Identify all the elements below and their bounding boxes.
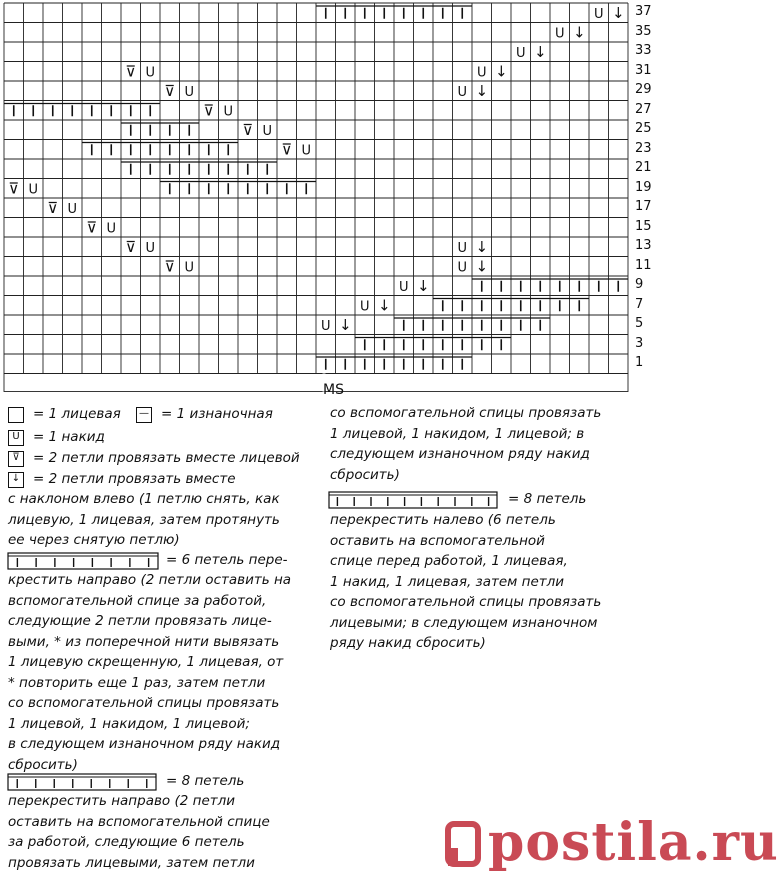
row-number: 19 xyxy=(635,179,652,195)
k2tog-icon: ⊽ xyxy=(281,140,293,159)
cable-8-left-icon xyxy=(328,491,498,509)
ms-label: MS xyxy=(323,382,344,398)
yarn-over-icon: U xyxy=(145,65,156,81)
ssk-arrow-icon: ↓ xyxy=(338,315,352,334)
row-number: 1 xyxy=(635,355,644,370)
legend-cross6-title: = 6 петель пере- xyxy=(166,552,288,568)
row-number: 25 xyxy=(635,121,652,136)
yarn-over-icon: U xyxy=(106,221,117,237)
k2tog-icon: ⊽ xyxy=(242,120,254,139)
row-number: 15 xyxy=(635,218,652,234)
yarn-over-icon: U xyxy=(457,84,468,100)
k2tog-icon: ⊽ xyxy=(125,62,137,81)
ssk-arrow-icon: ↓ xyxy=(416,276,430,295)
cable-6-right-icon xyxy=(7,552,159,570)
ssk-arrow-icon: ↓ xyxy=(11,473,21,484)
legend-k2tog-box xyxy=(8,451,24,467)
ssk-arrow-icon: ↓ xyxy=(377,296,391,315)
postila-logo-icon xyxy=(444,822,484,868)
legend-ssk-desc: с наклоном влево (1 петлю снять, как лицевую, 1 лицевая, затем протянуть ее через снятую петлю) xyxy=(8,491,280,548)
row-number: 5 xyxy=(635,316,644,331)
legend-purl-box xyxy=(136,407,152,423)
legend-cross8r-desc: перекрестить направо (2 петли оставить на вспомогательной спице за работой, следующие 6 петель провязать лицевыми, затем петли xyxy=(8,793,270,871)
row-number: 27 xyxy=(635,101,652,117)
icon-frame xyxy=(8,774,156,790)
legend-yo-text: = 1 накид xyxy=(33,429,105,445)
legend-knit-box xyxy=(8,407,24,423)
row-number: 3 xyxy=(635,335,644,351)
yarn-over-icon: U xyxy=(184,84,195,100)
row-number: 13 xyxy=(635,238,652,253)
icon-frame xyxy=(8,553,158,569)
yarn-over-icon: U xyxy=(12,431,20,442)
row-number: 7 xyxy=(635,296,644,312)
yarn-over-icon: U xyxy=(320,318,331,334)
row-number: 21 xyxy=(635,160,652,175)
k2tog-icon: ⊽ xyxy=(203,101,215,120)
yarn-over-icon: U xyxy=(28,182,39,198)
k2tog-icon: ⊽ xyxy=(8,179,20,198)
k2tog-icon: ⊽ xyxy=(12,452,20,463)
ssk-arrow-icon: ↓ xyxy=(475,81,489,100)
k2tog-icon: ⊽ xyxy=(86,218,98,237)
knitting-chart xyxy=(0,0,660,400)
legend-purl-text: = 1 изнаночная xyxy=(161,406,273,422)
row-number: 29 xyxy=(635,82,652,97)
purl-icon: — xyxy=(139,408,149,419)
legend-cross8r-title: = 8 петель xyxy=(166,773,245,789)
yarn-over-icon: U xyxy=(184,260,195,276)
legend-cross8l-desc: перекрестить налево (6 петель оставить на вспомогательной спице перед работой, 1 лицевая, 1 накид, 1 лицевая, затем петли со вспомогательной спицы провязать лицевыми; в следующем изнаночном ряду накид сбросить) xyxy=(330,512,602,651)
row-number: 23 xyxy=(635,140,652,156)
legend-ssk-title: = 2 петли провязать вместе xyxy=(33,471,236,487)
k2tog-icon: ⊽ xyxy=(47,198,59,217)
ssk-arrow-icon: ↓ xyxy=(533,42,547,61)
yarn-over-icon: U xyxy=(262,123,273,139)
row-number: 33 xyxy=(635,43,652,58)
yarn-over-icon: U xyxy=(457,260,468,276)
ssk-arrow-icon: ↓ xyxy=(494,62,508,81)
yarn-over-icon: U xyxy=(359,299,370,315)
yarn-over-icon: U xyxy=(145,240,156,256)
yarn-over-icon: U xyxy=(515,45,526,61)
ssk-arrow-icon: ↓ xyxy=(475,237,489,256)
yarn-over-icon: U xyxy=(301,143,312,159)
legend-ssk-box xyxy=(8,472,24,488)
legend-yo-box xyxy=(8,430,24,446)
yarn-over-icon: U xyxy=(476,65,487,81)
k2tog-icon: ⊽ xyxy=(125,237,137,256)
yarn-over-icon: U xyxy=(593,6,604,22)
legend-cross6-desc: крестить направо (2 петли оставить на вспомогательной спице за работой, следующие 2 петли провязать лице- выми, * из поперечной нити вывязать 1 лицевую скрещенную, 1 лицевая, от * повторить еще 1 раз, затем петли со вспомогательной спицы провязать 1 лицевой, 1 накидом, 1 лицевой; в следующем изнаночном ряду накид сбросить) xyxy=(8,572,292,773)
row-number: 9 xyxy=(635,277,644,292)
row-number: 31 xyxy=(635,62,652,78)
cable-8-right-icon xyxy=(7,773,157,791)
ms-baseline xyxy=(4,374,628,392)
row-number: 37 xyxy=(635,4,652,19)
k2tog-icon: ⊽ xyxy=(164,81,176,100)
row-number: 11 xyxy=(635,257,652,273)
legend-cross8l-title: = 8 петель xyxy=(508,491,587,507)
ssk-arrow-icon: ↓ xyxy=(611,3,625,22)
yarn-over-icon: U xyxy=(457,240,468,256)
postila-watermark xyxy=(444,808,779,878)
ssk-arrow-icon: ↓ xyxy=(475,257,489,276)
ssk-arrow-icon: ↓ xyxy=(572,23,586,42)
yarn-over-icon: U xyxy=(554,26,565,42)
legend-cross8r-cont: со вспомогательной спицы провязать 1 лицевой, 1 накидом, 1 лицевой; в следующем изнаночном ряду накид сбросить) xyxy=(330,405,602,483)
k2tog-icon: ⊽ xyxy=(164,257,176,276)
watermark-text: postila.ru xyxy=(488,812,779,873)
row-number: 17 xyxy=(635,199,652,214)
yarn-over-icon: U xyxy=(223,104,234,120)
yarn-over-icon: U xyxy=(67,201,78,217)
yarn-over-icon: U xyxy=(398,279,409,295)
legend-k2tog-text: = 2 петли провязать вместе лицевой xyxy=(33,450,300,466)
legend-knit-text: = 1 лицевая xyxy=(33,406,121,422)
row-number: 35 xyxy=(635,23,652,39)
